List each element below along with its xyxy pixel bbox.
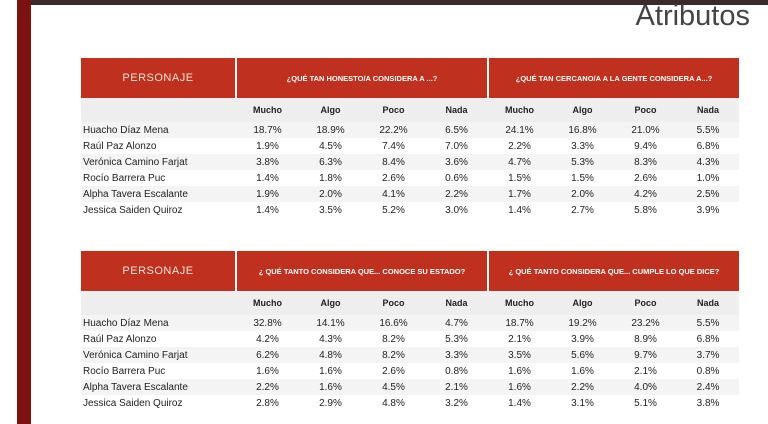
percentage-cell: 1.4% [488, 395, 551, 411]
percentage-cell: 2.1% [425, 379, 488, 395]
percentage-cell: 1.5% [551, 170, 614, 186]
percentage-cell: 18.9% [299, 122, 362, 138]
percentage-cell: 3.6% [425, 154, 488, 170]
percentage-cell: 3.2% [425, 395, 488, 411]
percentage-cell: 3.9% [551, 331, 614, 347]
percentage-cell: 8.3% [614, 154, 677, 170]
candidate-name: Alpha Tavera Escalante [81, 379, 236, 395]
percentage-cell: 2.8% [236, 395, 299, 411]
percentage-cell: 3.1% [551, 395, 614, 411]
column-header-personaje: PERSONAJE [81, 251, 236, 291]
candidate-name: Alpha Tavera Escalante [81, 186, 236, 202]
percentage-cell: 0.8% [425, 363, 488, 379]
percentage-cell: 4.5% [299, 138, 362, 154]
subheader-nada: Nada [677, 98, 739, 122]
percentage-cell: 1.4% [236, 170, 299, 186]
percentage-cell: 32.8% [236, 315, 299, 331]
percentage-cell: 24.1% [488, 122, 551, 138]
question-header-cumple: ¿ QUÉ TANTO CONSIDERA QUE... CUMPLE LO QUE DICE? [488, 251, 739, 291]
candidate-name: Verónica Camino Farjat [81, 154, 236, 170]
subheader-algo: Algo [299, 291, 362, 315]
subheader-mucho: Mucho [236, 98, 299, 122]
percentage-cell: 1.6% [488, 363, 551, 379]
percentage-cell: 7.0% [425, 138, 488, 154]
percentage-cell: 7.4% [362, 138, 425, 154]
percentage-cell: 1.4% [488, 202, 551, 218]
percentage-cell: 1.8% [299, 170, 362, 186]
percentage-cell: 2.0% [299, 186, 362, 202]
percentage-cell: 5.5% [677, 315, 739, 331]
percentage-cell: 9.4% [614, 138, 677, 154]
attributes-table-2 [81, 251, 739, 411]
table-row [81, 154, 739, 170]
percentage-cell: 23.2% [614, 315, 677, 331]
percentage-cell: 8.2% [362, 347, 425, 363]
percentage-cell: 3.9% [677, 202, 739, 218]
percentage-cell: 2.1% [488, 331, 551, 347]
percentage-cell: 2.2% [551, 379, 614, 395]
subheader-blank [81, 291, 236, 315]
percentage-cell: 4.7% [425, 315, 488, 331]
percentage-cell: 2.1% [614, 363, 677, 379]
percentage-cell: 3.0% [425, 202, 488, 218]
subheader-algo: Algo [551, 291, 614, 315]
percentage-cell: 4.3% [299, 331, 362, 347]
question-header-cercano: ¿QUÉ TAN CERCANO/A A LA GENTE CONSIDERA A...? [488, 58, 739, 98]
percentage-cell: 6.2% [236, 347, 299, 363]
percentage-cell: 8.2% [362, 331, 425, 347]
attributes-table-1 [81, 58, 739, 218]
percentage-cell: 9.7% [614, 347, 677, 363]
percentage-cell: 5.3% [425, 331, 488, 347]
percentage-cell: 4.3% [677, 154, 739, 170]
percentage-cell: 2.4% [677, 379, 739, 395]
table-row [81, 347, 739, 363]
percentage-cell: 3.3% [425, 347, 488, 363]
table-row [81, 379, 739, 395]
percentage-cell: 16.8% [551, 122, 614, 138]
percentage-cell: 1.9% [236, 186, 299, 202]
percentage-cell: 3.8% [236, 154, 299, 170]
percentage-cell: 4.0% [614, 379, 677, 395]
subheader-nada: Nada [425, 291, 488, 315]
table-row [81, 122, 739, 138]
percentage-cell: 4.5% [362, 379, 425, 395]
table-row [81, 395, 739, 411]
subheader-blank [81, 98, 236, 122]
subheader-mucho: Mucho [488, 291, 551, 315]
candidate-name: Rocío Barrera Puc [81, 363, 236, 379]
percentage-cell: 3.5% [488, 347, 551, 363]
percentage-cell: 3.3% [551, 138, 614, 154]
percentage-cell: 1.6% [488, 379, 551, 395]
percentage-cell: 2.6% [614, 170, 677, 186]
table-row [81, 170, 739, 186]
subheader-algo: Algo [551, 98, 614, 122]
percentage-cell: 19.2% [551, 315, 614, 331]
subheader-algo: Algo [299, 98, 362, 122]
percentage-cell: 2.6% [362, 363, 425, 379]
subheader-poco: Poco [614, 98, 677, 122]
subheader-mucho: Mucho [488, 98, 551, 122]
percentage-cell: 2.0% [551, 186, 614, 202]
table-row [81, 331, 739, 347]
percentage-cell: 21.0% [614, 122, 677, 138]
percentage-cell: 6.3% [299, 154, 362, 170]
table-row [81, 363, 739, 379]
percentage-cell: 1.7% [488, 186, 551, 202]
percentage-cell: 1.6% [551, 363, 614, 379]
percentage-cell: 1.9% [236, 138, 299, 154]
question-header-conoce-estado: ¿ QUÉ TANTO CONSIDERA QUE... CONOCE SU ESTADO? [236, 251, 488, 291]
percentage-cell: 1.4% [236, 202, 299, 218]
percentage-cell: 1.6% [236, 363, 299, 379]
percentage-cell: 1.0% [677, 170, 739, 186]
percentage-cell: 2.9% [299, 395, 362, 411]
left-margin [0, 0, 17, 424]
subheader-poco: Poco [362, 98, 425, 122]
table-row [81, 138, 739, 154]
percentage-cell: 4.1% [362, 186, 425, 202]
subheader-nada: Nada [677, 291, 739, 315]
percentage-cell: 8.4% [362, 154, 425, 170]
percentage-cell: 5.5% [677, 122, 739, 138]
percentage-cell: 3.8% [677, 395, 739, 411]
percentage-cell: 0.8% [677, 363, 739, 379]
percentage-cell: 22.2% [362, 122, 425, 138]
page-title: Atributos [635, 0, 750, 32]
candidate-name: Raúl Paz Alonzo [81, 331, 236, 347]
percentage-cell: 3.7% [677, 347, 739, 363]
percentage-cell: 4.8% [362, 395, 425, 411]
percentage-cell: 3.5% [299, 202, 362, 218]
percentage-cell: 4.7% [488, 154, 551, 170]
percentage-cell: 18.7% [236, 122, 299, 138]
percentage-cell: 1.6% [299, 379, 362, 395]
percentage-cell: 4.2% [236, 331, 299, 347]
candidate-name: Verónica Camino Farjat [81, 347, 236, 363]
candidate-name: Huacho Díaz Mena [81, 315, 236, 331]
candidate-name: Jessica Saiden Quiroz [81, 202, 236, 218]
percentage-cell: 2.2% [236, 379, 299, 395]
percentage-cell: 4.2% [614, 186, 677, 202]
percentage-cell: 1.5% [488, 170, 551, 186]
candidate-name: Huacho Díaz Mena [81, 122, 236, 138]
percentage-cell: 5.6% [551, 347, 614, 363]
candidate-name: Jessica Saiden Quiroz [81, 395, 236, 411]
percentage-cell: 6.5% [425, 122, 488, 138]
percentage-cell: 2.6% [362, 170, 425, 186]
percentage-cell: 18.7% [488, 315, 551, 331]
subheader-poco: Poco [614, 291, 677, 315]
subheader-poco: Poco [362, 291, 425, 315]
table-row [81, 315, 739, 331]
table-row [81, 202, 739, 218]
percentage-cell: 5.2% [362, 202, 425, 218]
percentage-cell: 5.8% [614, 202, 677, 218]
percentage-cell: 5.1% [614, 395, 677, 411]
percentage-cell: 0.6% [425, 170, 488, 186]
percentage-cell: 1.6% [299, 363, 362, 379]
percentage-cell: 2.5% [677, 186, 739, 202]
percentage-cell: 2.7% [551, 202, 614, 218]
percentage-cell: 16.6% [362, 315, 425, 331]
percentage-cell: 4.8% [299, 347, 362, 363]
question-header-honesto: ¿QUÉ TAN HONESTO/A CONSIDERA A ...? [236, 58, 488, 98]
percentage-cell: 2.2% [425, 186, 488, 202]
percentage-cell: 6.8% [677, 138, 739, 154]
percentage-cell: 8.9% [614, 331, 677, 347]
percentage-cell: 14.1% [299, 315, 362, 331]
column-header-personaje: PERSONAJE [81, 58, 236, 98]
subheader-mucho: Mucho [236, 291, 299, 315]
candidate-name: Raúl Paz Alonzo [81, 138, 236, 154]
percentage-cell: 5.3% [551, 154, 614, 170]
slide-accent-bar [17, 0, 31, 424]
percentage-cell: 6.8% [677, 331, 739, 347]
percentage-cell: 2.2% [488, 138, 551, 154]
candidate-name: Rocío Barrera Puc [81, 170, 236, 186]
subheader-nada: Nada [425, 98, 488, 122]
table-row [81, 186, 739, 202]
